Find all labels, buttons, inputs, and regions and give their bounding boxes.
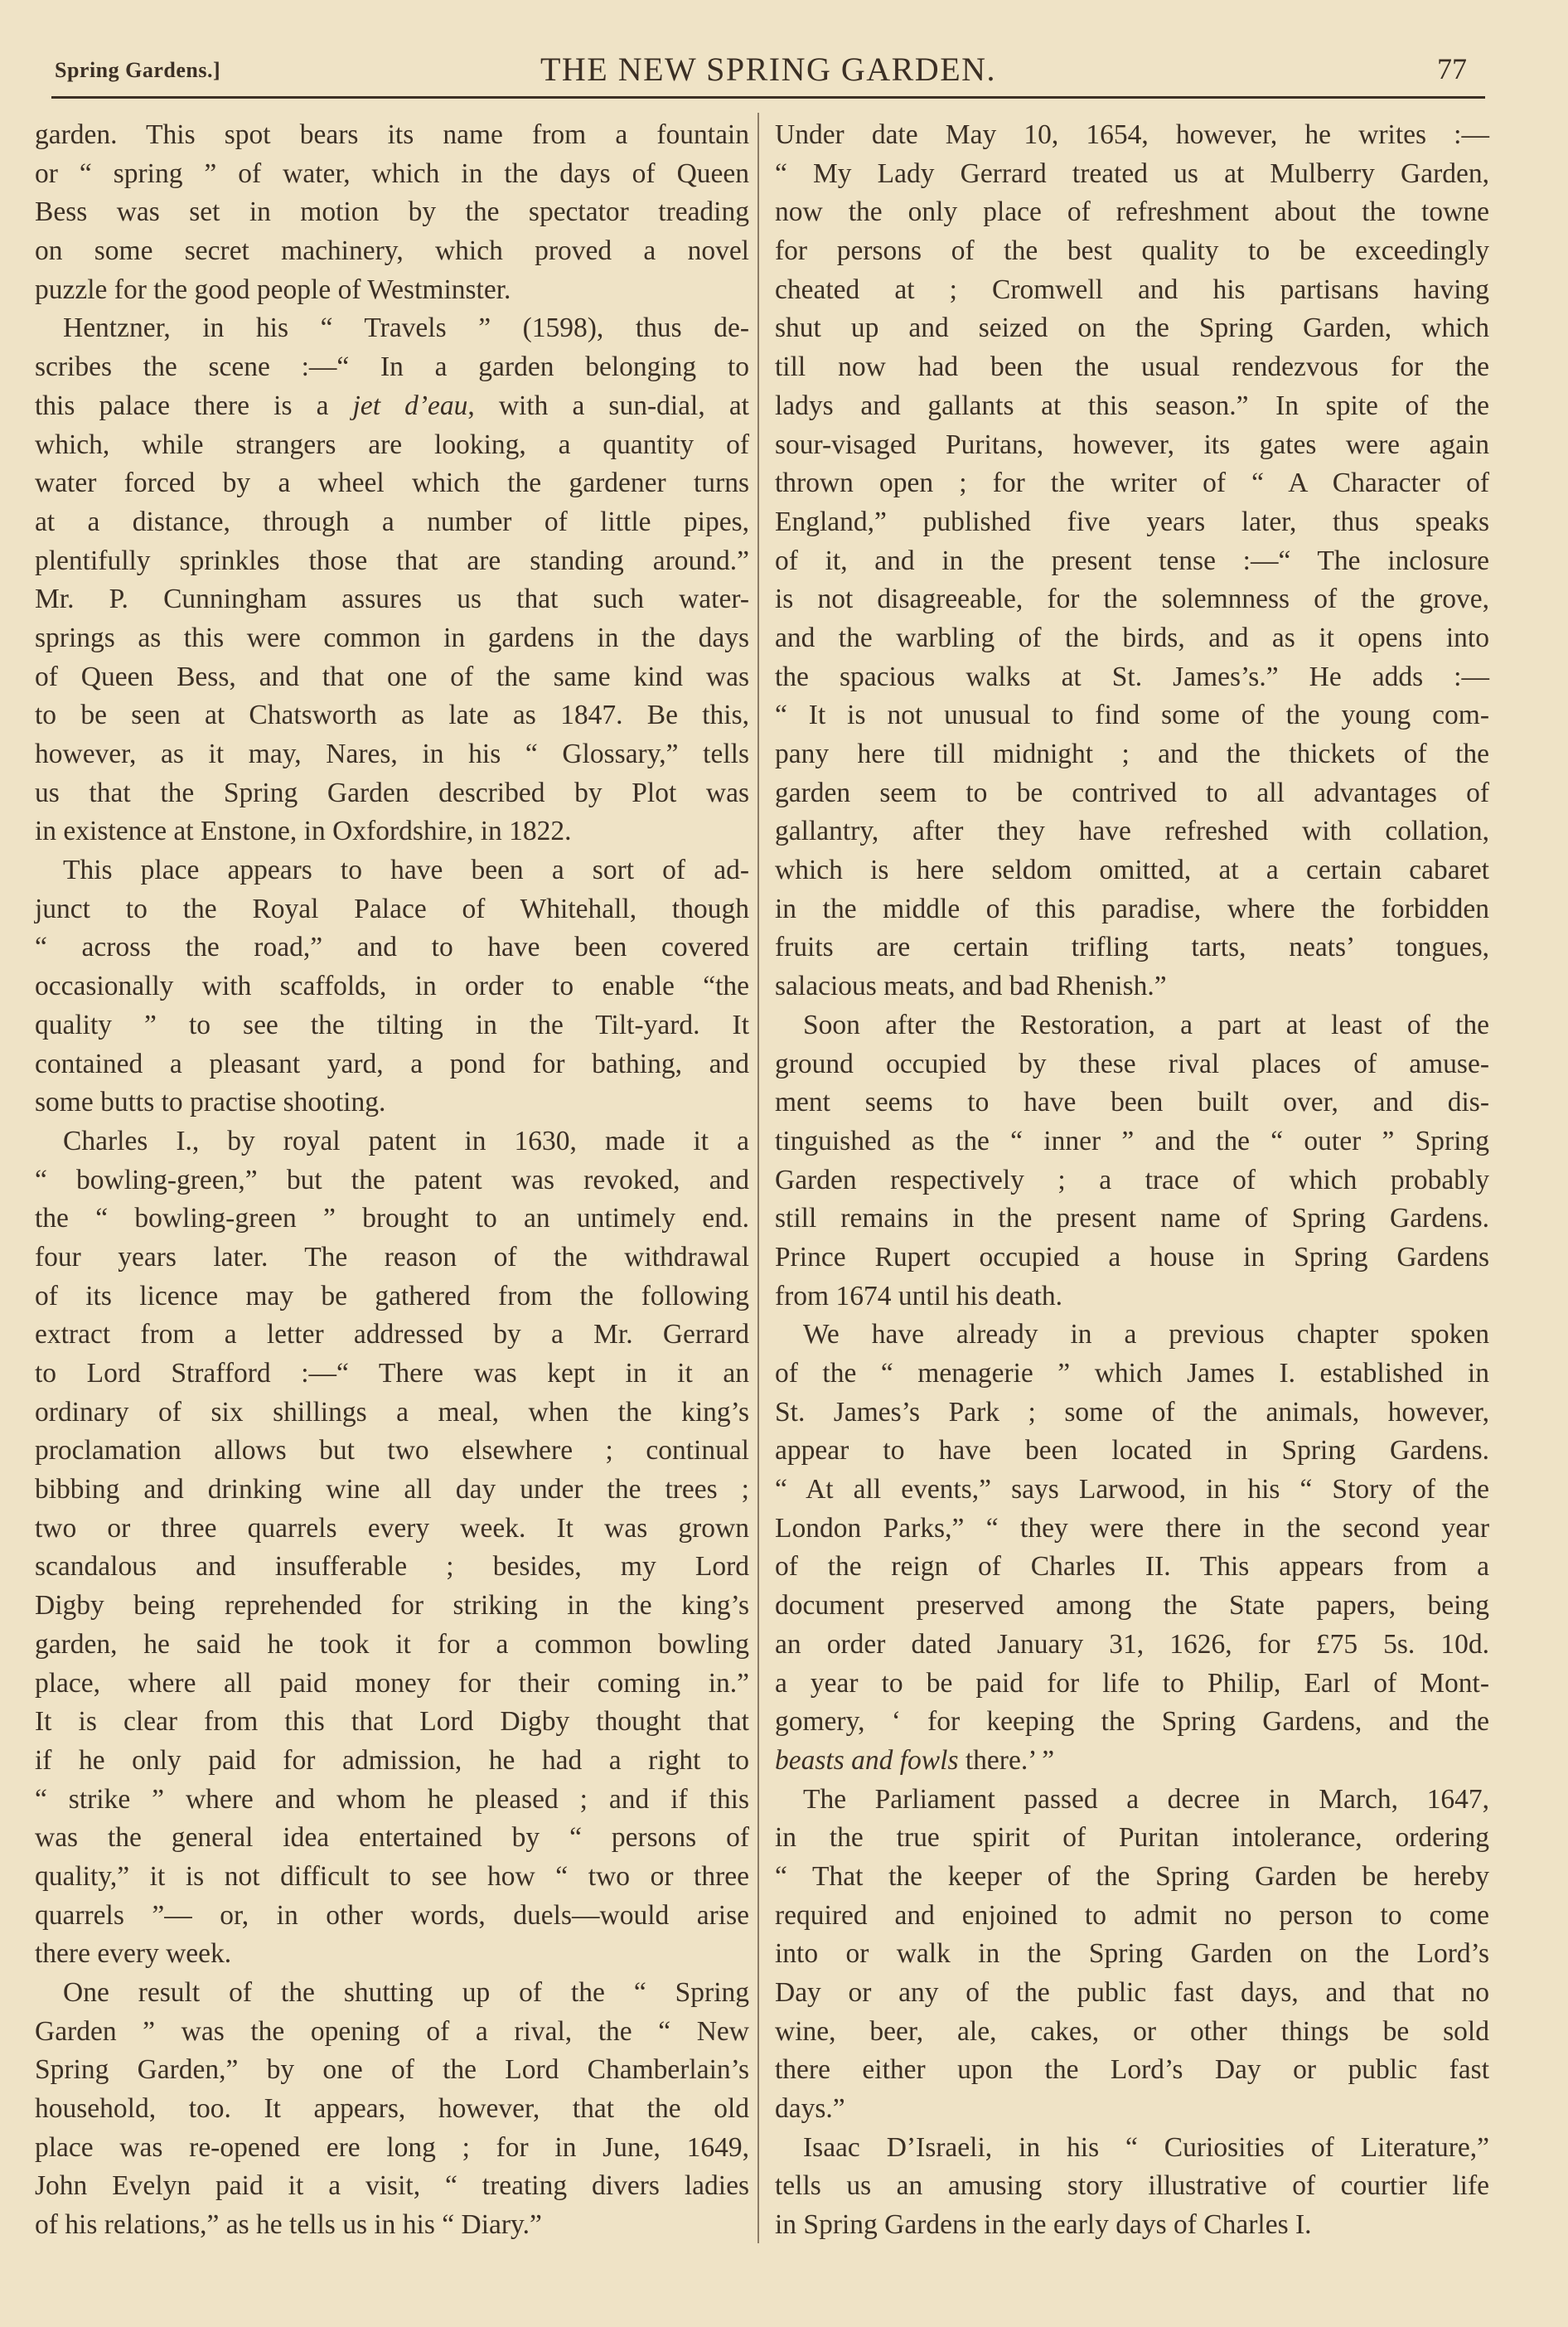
text-line: We have already in a previous chapter spoken <box>803 1319 1489 1350</box>
text-line: puzzle for the good people of Westminster. <box>35 274 511 305</box>
text-line: quarrels ”— or, in other words, duels—would arise <box>35 1899 749 1931</box>
text-line: household, too. It appears, however, that the old <box>35 2093 749 2125</box>
text-line: cheated at ; Cromwell and his partisans having <box>775 274 1489 305</box>
text-line: us that the Spring Garden described by Plot was <box>35 777 749 808</box>
text-line: Prince Rupert occupied a house in Spring Gardens <box>775 1241 1489 1273</box>
column-divider <box>757 113 759 2243</box>
text-line: scandalous and insufferable ; besides, my Lord <box>35 1551 749 1583</box>
text-line: John Evelyn paid it a visit, “ treating divers ladies <box>35 2170 749 2202</box>
text-line: England,” published five years later, thus speaks <box>775 506 1489 537</box>
text-line: Day or any of the public fast days, and that no <box>775 1977 1489 2008</box>
text-line: tinguished as the “ inner ” and the “ outer ” Spring <box>775 1125 1489 1156</box>
text-line: “ That the keeper of the Spring Garden be hereby <box>775 1860 1489 1892</box>
running-header <box>51 43 1485 90</box>
text-line: occasionally with scaffolds, in order to enable “the <box>35 971 749 1002</box>
text-line: if he only paid for admission, he had a right to <box>35 1744 749 1776</box>
text-line: Spring Garden,” by one of the Lord Chamberlain’s <box>35 2054 749 2086</box>
text-line: springs as this were common in gardens in the days <box>35 622 749 653</box>
text-line: however, as it may, Nares, in his “ Glossary,” tells <box>35 739 749 769</box>
text-line: some butts to practise shooting. <box>35 1087 386 1118</box>
text-line: in the middle of this paradise, where the forbidden <box>775 893 1489 924</box>
right-column <box>775 116 1489 2245</box>
text-line: the “ bowling-green ” brought to an untimely end. <box>35 1203 749 1234</box>
page-title: THE NEW SPRING GARDEN. <box>540 51 997 88</box>
text-line: junct to the Royal Palace of Whitehall, though <box>35 893 749 924</box>
text-line: ladys and gallants at this season.” In spite of the <box>775 390 1489 421</box>
text-line: quality ” to see the tilting in the Tilt-yard. It <box>35 1009 749 1040</box>
text-line: salacious meats, and bad Rhenish.” <box>775 971 1167 1002</box>
text-line: on some secret machinery, which proved a novel <box>35 235 749 267</box>
text-line: quality,” it is not difficult to see how “ two or three <box>35 1860 749 1892</box>
text-line: gomery, ‘ for keeping the Spring Gardens, and the <box>775 1706 1489 1738</box>
text-line: and the warbling of the birds, and as it opens into <box>775 622 1489 653</box>
text-line: of the “ menagerie ” which James I. established in <box>775 1358 1489 1389</box>
text-line: Under date May 10, 1654, however, he writes :— <box>775 119 1489 150</box>
text-line: plentifully sprinkles those that are standing around.” <box>35 545 749 576</box>
text-line: One result of the shutting up of the “ Spring <box>63 1977 749 2008</box>
text-line: gallantry, after they have refreshed with collation, <box>775 816 1489 847</box>
text-line: The Parliament passed a decree in March, 1647, <box>803 1783 1489 1815</box>
text-line: of its licence may be gathered from the following <box>35 1280 749 1311</box>
text-line: wine, beer, ale, cakes, or other things be sold <box>775 2015 1489 2047</box>
text-line: still remains in the present name of Spring Gardens. <box>775 1203 1489 1234</box>
text-line: Isaac D’Israeli, in his “ Curiosities of Literature,” <box>803 2131 1489 2163</box>
text-line: appear to have been located in Spring Gardens. <box>775 1435 1489 1466</box>
text-line: Digby being reprehended for striking in the king’s <box>35 1590 749 1622</box>
text-line: shut up and seized on the Spring Garden, which <box>775 313 1489 344</box>
text-line: now the only place of refreshment about the towne <box>775 196 1489 228</box>
text-line: sour-visaged Puritans, however, its gates were again <box>775 429 1489 460</box>
text-line: in existence at Enstone, in Oxfordshire, in 1822. <box>35 816 572 847</box>
text-line: the spacious walks at St. James’s.” He adds :— <box>775 661 1489 692</box>
text-line: there every week. <box>35 1938 232 1970</box>
text-line: till now had been the usual rendezvous for the <box>775 351 1489 383</box>
text-line: Mr. P. Cunningham assures us that such water- <box>35 584 749 615</box>
text-line: ordinary of six shillings a meal, when the king’s <box>35 1396 749 1428</box>
text-line: a year to be paid for life to Philip, Earl of Mont- <box>775 1667 1489 1699</box>
text-line: contained a pleasant yard, a pond for bathing, and <box>35 1048 749 1079</box>
text-line: to be seen at Chatsworth as late as 1847. Be this, <box>35 700 749 731</box>
text-line: or “ spring ” of water, which in the days of Queen <box>35 158 749 189</box>
text-line: “ strike ” where and whom he pleased ; and if this <box>35 1783 749 1815</box>
text-line: Charles I., by royal patent in 1630, made it a <box>63 1125 749 1156</box>
page-number: 77 <box>1437 52 1467 85</box>
text-line: in the true spirit of Puritan intolerance, ordering <box>775 1822 1489 1854</box>
text-line: into or walk in the Spring Garden on the Lord’s <box>775 1938 1489 1970</box>
text-line: at a distance, through a number of little pipes, <box>35 506 749 537</box>
left-column <box>35 116 749 2245</box>
header-rule <box>51 96 1485 99</box>
text-line: “ across the road,” and to have been covered <box>35 932 749 963</box>
text-line: of his relations,” as he tells us in his “ Diary.” <box>35 2209 542 2241</box>
text-line: this palace there is a jet d’eau, with a sun-dial, at <box>35 390 749 421</box>
text-line: four years later. The reason of the withdrawal <box>35 1241 749 1273</box>
text-line: place, where all paid money for their coming in.” <box>35 1667 749 1699</box>
text-line: ground occupied by these rival places of amuse- <box>775 1048 1489 1079</box>
text-line: garden. This spot bears its name from a fountain <box>35 119 749 150</box>
text-line: scribes the scene :—“ In a garden belonging to <box>35 351 749 383</box>
text-line: Garden ” was the opening of a rival, the “ New <box>35 2015 749 2047</box>
text-line: extract from a letter addressed by a Mr. Gerrard <box>35 1319 749 1350</box>
text-line: thrown open ; for the writer of “ A Character of <box>775 468 1489 499</box>
text-line: in Spring Gardens in the early days of Charles I. <box>775 2209 1312 2241</box>
text-line: Soon after the Restoration, a part at least of the <box>803 1009 1489 1040</box>
text-line: water forced by a wheel which the gardener turns <box>35 468 749 499</box>
text-line: is not disagreeable, for the solemnness of the grove, <box>775 584 1489 615</box>
text-line: It is clear from this that Lord Digby thought that <box>35 1706 749 1738</box>
text-line: an order dated January 31, 1626, for £75 5s. 10d. <box>775 1628 1489 1660</box>
section-label: Spring Gardens.] <box>55 58 221 82</box>
text-line: which, while strangers are looking, a quantity of <box>35 429 749 460</box>
text-line: “ It is not unusual to find some of the young com- <box>775 700 1489 731</box>
text-line: document preserved among the State papers, being <box>775 1590 1489 1622</box>
text-line: “ bowling-green,” but the patent was revoked, and <box>35 1164 749 1195</box>
text-line: garden seem to be contrived to all advantages of <box>775 777 1489 808</box>
text-line: of Queen Bess, and that one of the same kind was <box>35 661 749 692</box>
text-line: beasts and fowls there.’ ” <box>775 1744 1055 1776</box>
text-line: pany here till midnight ; and the thickets of the <box>775 739 1489 769</box>
text-line: from 1674 until his death. <box>775 1280 1063 1311</box>
text-line: tells us an amusing story illustrative of courtier life <box>775 2170 1489 2202</box>
text-line: London Parks,” “ they were there in the second year <box>775 1512 1489 1544</box>
text-line: Garden respectively ; a trace of which probably <box>775 1164 1489 1195</box>
text-line: fruits are certain trifling tarts, neats’ tongues, <box>775 932 1489 963</box>
text-line: “ At all events,” says Larwood, in his “ Story of the <box>775 1474 1489 1505</box>
text-line: Hentzner, in his “ Travels ” (1598), thus de- <box>63 313 749 344</box>
text-line: two or three quarrels every week. It was grown <box>35 1512 749 1544</box>
text-line: Bess was set in motion by the spectator treading <box>35 196 749 228</box>
text-line: place was re-opened ere long ; for in June, 1649, <box>35 2131 749 2163</box>
text-line: of it, and in the present tense :—“ The inclosure <box>775 545 1489 576</box>
text-line: there either upon the Lord’s Day or public fast <box>775 2054 1489 2086</box>
text-line: for persons of the best quality to be exceedingly <box>775 235 1489 267</box>
text-line: bibbing and drinking wine all day under the trees ; <box>35 1474 749 1505</box>
text-line: required and enjoined to admit no person to come <box>775 1899 1489 1931</box>
text-line: This place appears to have been a sort of ad- <box>63 855 749 886</box>
text-line: days.” <box>775 2093 845 2125</box>
text-line: ment seems to have been built over, and dis- <box>775 1087 1489 1118</box>
text-line: was the general idea entertained by “ persons of <box>35 1822 749 1854</box>
text-line: which is here seldom omitted, at a certain cabaret <box>775 855 1489 886</box>
text-line: proclamation allows but two elsewhere ; continual <box>35 1435 749 1466</box>
text-line: St. James’s Park ; some of the animals, however, <box>775 1396 1489 1428</box>
text-line: of the reign of Charles II. This appears from a <box>775 1551 1489 1583</box>
text-line: “ My Lady Gerrard treated us at Mulberry Garden, <box>775 158 1489 189</box>
text-line: garden, he said he took it for a common bowling <box>35 1628 749 1660</box>
text-line: to Lord Strafford :—“ There was kept in it an <box>35 1358 749 1389</box>
